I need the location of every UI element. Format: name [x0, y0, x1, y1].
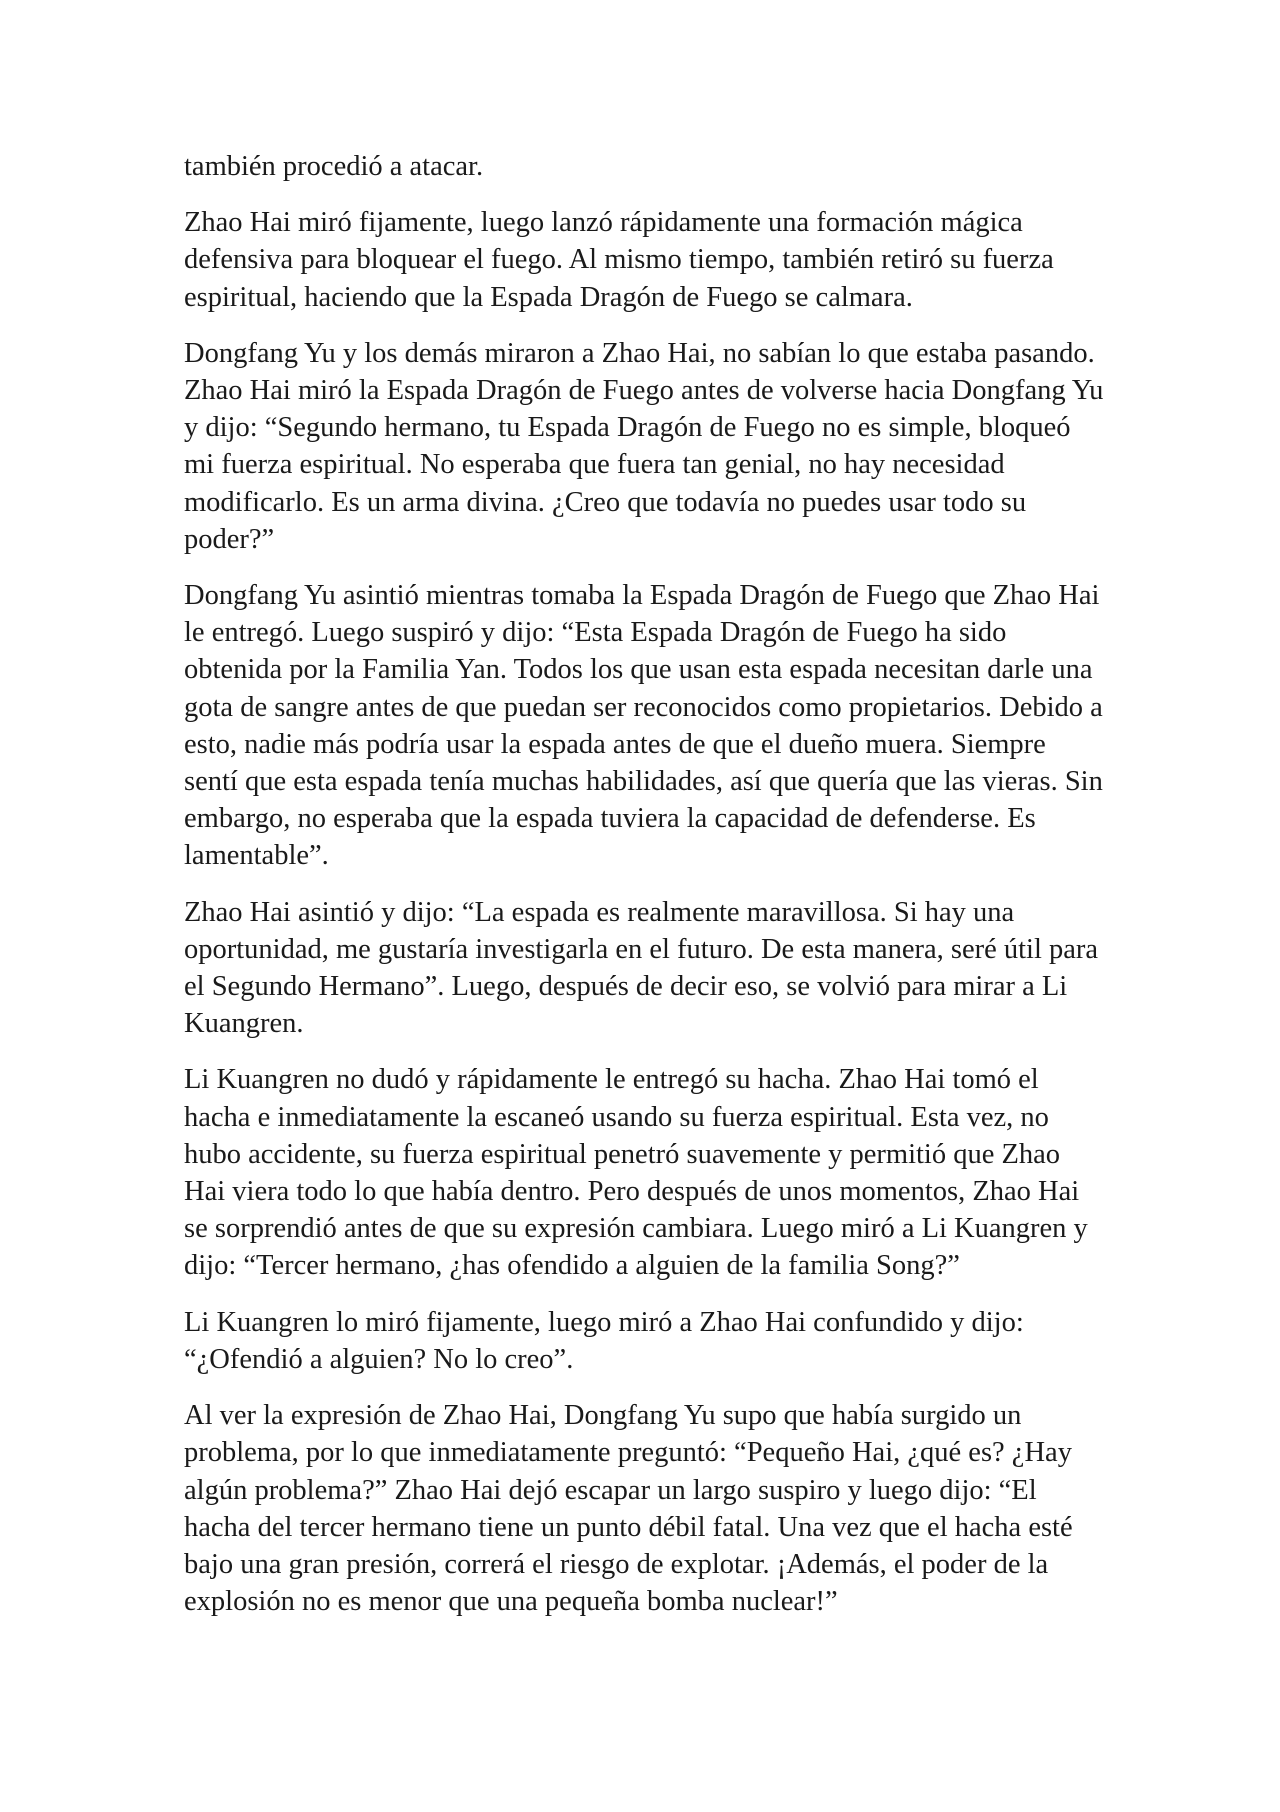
document-page [184, 148, 1104, 1639]
paragraph-1: también procedió a atacar. [184, 151, 484, 182]
paragraph-3: Dongfang Yu y los demás miraron a Zhao Hai, no sabían lo que estaba pasando. Zhao Hai miró la Espada Dragón de Fuego antes de volverse hacia Dongfang Yu y dijo: “Segundo hermano, tu Espada Dragón de Fuego no es simple, bloqueó mi fuerza espiritual. No esperaba que fuera tan genial, no hay necesidad modificarlo. Es un arma divina. ¿Creo que todavía no puedes usar todo su poder?” [184, 337, 1104, 555]
paragraph-8: Al ver la expresión de Zhao Hai, Dongfang Yu supo que había surgido un problema, por lo que inmediatamente preguntó: “Pequeño Hai, ¿qué es? ¿Hay algún problema?” Zhao Hai dejó escapar un largo suspiro y luego dijo: “El hacha del tercer hermano tiene un punto débil fatal. Una vez que el hacha esté bajo una gran presión, correrá el riesgo de explotar. ¡Además, el poder de la explosión no es menor que una pequeña bomba nuclear!” [184, 1400, 1073, 1618]
paragraph-5: Zhao Hai asintió y dijo: “La espada es realmente maravillosa. Si hay una oportunidad, me gustaría investigarla en el futuro. De esta manera, seré útil para el Segundo Hermano”. Luego, después de decir eso, se volvió para mirar a Li Kuangren. [184, 896, 1099, 1040]
paragraph-7: Li Kuangren lo miró fijamente, luego miró a Zhao Hai confundido y dijo: “¿Ofendió a alguien? No lo creo”. [184, 1306, 1024, 1375]
paragraph-2: Zhao Hai miró fijamente, luego lanzó rápidamente una formación mágica defensiva para bloquear el fuego. Al mismo tiempo, también retiró su fuerza espiritual, haciendo que la Espada Dragón de Fuego se calmara. [184, 207, 1054, 313]
paragraph-4: Dongfang Yu asintió mientras tomaba la Espada Dragón de Fuego que Zhao Hai le entregó. Luego suspiró y dijo: “Esta Espada Dragón de Fuego ha sido obtenida por la Familia Yan. Todos los que usan esta espada necesitan darle una gota de sangre antes de que puedan ser reconocidos como propietarios. Debido a esto, nadie más podría usar la espada antes de que el dueño muera. Siempre sentí que esta espada tenía muchas habilidades, así que quería que las vieras. Sin embargo, no esperaba que la espada tuviera la capacidad de defenderse. Es lamentable”. [184, 580, 1103, 872]
paragraph-6: Li Kuangren no dudó y rápidamente le entregó su hacha. Zhao Hai tomó el hacha e inmediatamente la escaneó usando su fuerza espiritual. Esta vez, no hubo accidente, su fuerza espiritual penetró suavemente y permitió que Zhao Hai viera todo lo que había dentro. Pero después de unos momentos, Zhao Hai se sorprendió antes de que su expresión cambiara. Luego miró a Li Kuangren y dijo: “Tercer hermano, ¿has ofendido a alguien de la familia Song?” [184, 1064, 1088, 1282]
